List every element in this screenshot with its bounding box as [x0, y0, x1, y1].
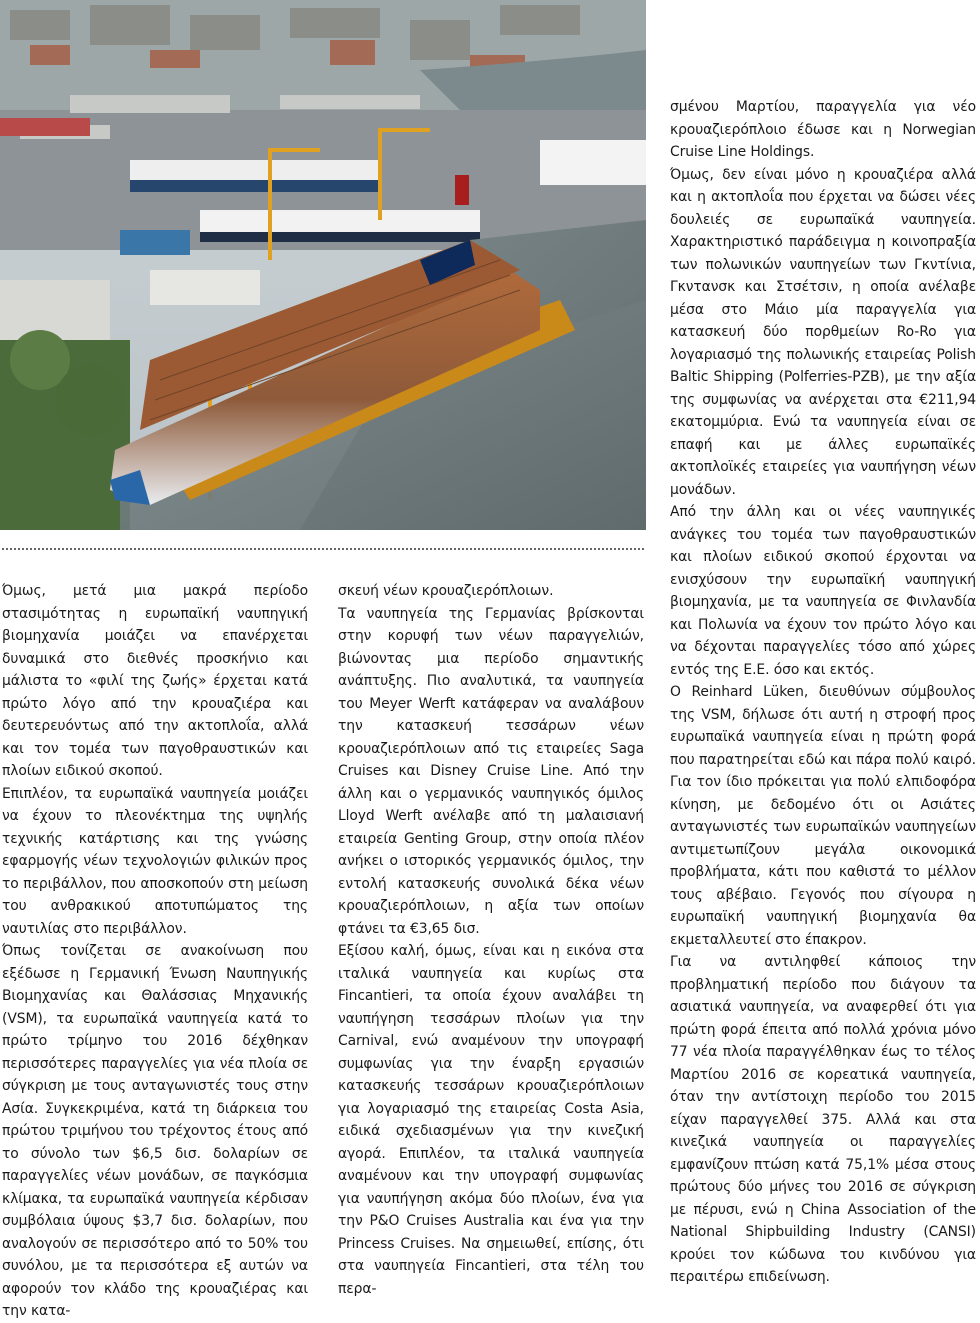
article-column-2 — [338, 580, 644, 1300]
paragraph: Εξίσου καλή, όμως, είναι και η εικόνα στα ιταλικά ναυπηγεία και κυρίως στα Fincantieri, τα οποία έχουν αναλάβει τη ναυπήγηση τεσσάρων πλοίων για την Carnival, ενώ αναμένουν την υπογραφή συμφωνίας για την έναρξη εργασιών κατασκευής τεσσάρων κρουαζιερόπλοιων για λογαριασμό της εταιρείας Costa Asia, ειδικά σχεδιασμένων για την κινεζική αγορά. Επιπλέον, τα ιταλικά ναυπηγεία αναμένουν και την υπογραφή συμφωνίας για ναυπήγηση ακόμα δύο πλοίων, ένα για την P&O Cruises Australia και ένα για την Princess Cruises. Να σημειωθεί, επίσης, ότι στα ναυπηγεία Fincantieri, στα τέλη του περα- — [338, 943, 644, 1297]
paragraph: Για να αντιληφθεί κάποιος την προβληματική περίοδο που διάγουν τα ασιατικά ναυπηγεία, να αναφερθεί ότι για πρώτη φορά έπειτα από πολλά χρόνια μόνο 77 νέα πλοία παραγγέλθηκαν έως το τέλος Μαρτίου 2016 σε κορεατικά ναυπηγεία, όταν την αντίστοιχη περίοδο του 2015 είχαν παραγγελθεί 375. Αλλά και στα κινεζικά ναυπηγεία οι παραγγελίες εμφανίζουν πτώση κατά 75,1% μέσα στους πρώτους δύο μήνες του 2016 σε σύγκριση με πέρυσι, ενώ η China Association of the National Shipbuilding Industry (CANSI) κρούει τον κώδωνα του κινδύνου για περαιτέρω επιδείνωση. — [670, 954, 976, 1285]
paragraph: σμένου Μαρτίου, παραγγελία για νέο κρουαζιερόπλοιο έδωσε και η Norwegian Cruise Line Holdings. — [670, 99, 976, 160]
section-divider — [2, 548, 644, 550]
article-column-1 — [2, 580, 308, 1323]
shipyard-photo — [0, 0, 646, 530]
paragraph: Επιπλέον, τα ευρωπαϊκά ναυπηγεία μοιάζει να έχουν το πλεονέκτημα της υψηλής τεχνικής κατάρτισης και της γνώσης εφαρμογής νέων τεχνολογιών φιλικών προς το περιβάλλον, που αποσκοπούν στη μείωση του ανθρακικού αποτυπώματος της ναυτιλίας στο περιβάλλον. — [2, 785, 308, 937]
paragraph: Όμως, μετά μια μακρά περίοδο στασιμότητας η ευρωπαϊκή ναυπηγική βιομηχανία μοιάζει να επανέρχεται δυναμικά στο διεθνές προσκήνιο και μάλιστα το «φιλί της ζωής» έρχεται κατά πρώτο λόγο από την κρουαζιέρα και δευτερευόντως από την ακτοπλοΐα, αλλά και τον τομέα των παγοθραυστικών και πλοίων ειδικού σκοπού. — [2, 583, 308, 779]
paragraph: Ο Reinhard Lüken, διευθύνων σύμβουλος της VSM, δήλωσε ότι αυτή η στροφή προς ευρωπαϊκά ναυπηγεία είναι η πρώτη φορά που παρατηρείται εδώ και πάρα πολύ καιρό. Για τον ίδιο πρόκειται για πολύ ελπιδοφόρα κίνηση, με δεδομένο ότι οι Ασιάτες ανταγωνιστές των ευρωπαϊκών ναυπηγείων αντιμετωπίζουν μεγάλα οικονομικά προβλήματα, κάτι που καθιστά το μέλλον τους αβέβαιο. Γεγονός που σίγουρα η ευρωπαϊκή ναυπηγική βιομηχανία θα εκμεταλλευτεί στο έπακρον. — [670, 684, 976, 948]
shipyard-aerial-photo — [0, 0, 646, 530]
paragraph: Όπως τονίζεται σε ανακοίνωση που εξέδωσε η Γερμανική Ένωση Ναυπηγικής Βιομηχανίας και Θαλάσσιας Μηχανικής (VSM), τα ευρωπαϊκά ναυπηγεία κατά το πρώτο τρίμηνο του 2016 δέχθηκαν περισσότερες παραγγελίες για νέα πλοία σε σύγκριση με τους ανταγωνιστές τους στην Ασία. Συγκεκριμένα, κατά τη διάρκεια του πρώτου τριμήνου του τρέχοντος έτους από το σύνολο των $6,5 δισ. δολαρίων σε παραγγελίες νέων μονάδων, σε παγκόσμια κλίμακα, τα ευρωπαϊκά ναυπηγεία κέρδισαν συμβόλαια ύψους $3,7 δισ. δολαρίων, που αναλογούν σε περισσότερο από το 50% του συνόλου, με τα περισσότερα εξ αυτών να αφορούν τον κλάδο της κρουαζιέρας και την κατα- — [2, 943, 308, 1319]
article-column-3 — [670, 96, 976, 1289]
paragraph: σκευή νέων κρουαζιερόπλοιων. — [338, 583, 554, 599]
paragraph: Από την άλλη και οι νέες ναυπηγικές ανάγκες του τομέα των παγοθραυστικών και πλοίων ειδικού σκοπού έρχονται να ενισχύσουν την ευρωπαϊκή ναυπηγική βιομηχανία, με τα ναυπηγεία σε Φινλανδία και Πολωνία να έχουν τον πρώτο λόγο και να δέχονται παραγγελίες τόσο από χώρες εντός της Ε.Ε. όσο και εκτός. — [670, 504, 976, 678]
paragraph: Τα ναυπηγεία της Γερμανίας βρίσκονται στην κορυφή των νέων παραγγελιών, βιώνοντας μια περίοδο σημαντικής ανάπτυξης. Πιο αναλυτικά, τα ναυπηγεία του Meyer Werft κατάφεραν να αναλάβουν την κατασκευή τεσσάρων νέων κρουαζιερόπλοιων από τις εταιρείες Saga Cruises και Disney Cruise Line. Από την άλλη και ο γερμανικός ναυπηγικός όμιλος Lloyd Werft ανέλαβε από τη μαλαισιανή εταιρεία Genting Group, στην οποία πλέον ανήκει ο ιστορικός γερμανικός όμιλος, την εντολή κατασκευής συνολικά δέκα νέων κρουαζιερόπλοιων, η αξία των οποίων φτάνει τα €3,65 δισ. — [338, 605, 644, 937]
paragraph: Όμως, δεν είναι μόνο η κρουαζιέρα αλλά και η ακτοπλοΐα που έρχεται να δώσει νέες δουλειές σε ευρωπαϊκά ναυπηγεία. Χαρακτηριστικό παράδειγμα η κοινοπραξία των πολωνικών ναυπηγείων των Γκντίνια, Γκντανσκ και Στσέτσιν, η οποία ανέλαβε μέσα στο Μάιο μία παραγγελία για κατασκευή δύο πορθμείων Ro-Ro για λογαριασμό της πολωνικής εταιρείας Polish Baltic Shipping (Polferries-PZB), με την αξία της συμφωνίας να ανέρχεται στα €211,94 εκατομμύρια. Ενώ τα ναυπηγεία είναι σε επαφή και με άλλες ευρωπαϊκές ακτοπλοϊκές εταιρείες για ναυπήγηση νέων μονάδων. — [670, 166, 976, 498]
